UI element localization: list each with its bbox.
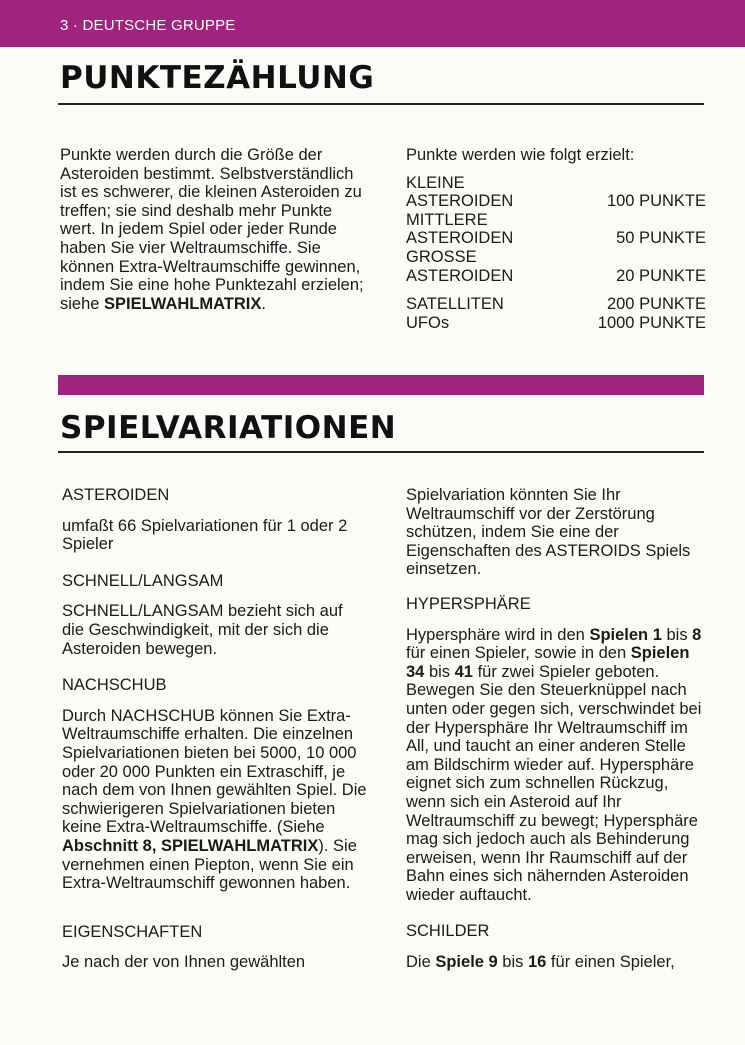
eigenschaften-heading: EIGENSCHAFTEN	[62, 922, 203, 941]
punkte-title: PUNKTEZÄHLUNG	[60, 60, 375, 96]
eigenschaften-continued: Spielvariation könnten Sie Ihr Weltraumschiff vor der Zerstörung schützen, indem Sie eine der Eigenschaften des ASTEROIDS Spiels einsetzen.	[406, 486, 691, 579]
asteroiden-heading: ASTEROIDEN	[62, 486, 170, 504]
schilder-heading: SCHILDER	[406, 922, 490, 941]
score-row: GROSSE ASTEROIDEN 20 PUNKTE	[406, 247, 706, 285]
hyper-heading: HYPERSPHÄRE	[406, 594, 531, 613]
punkte-rule	[58, 103, 704, 105]
nachschub-heading: NACHSCHUB	[62, 676, 167, 695]
score-row: UFOs 1000 PUNKTE	[406, 313, 706, 332]
schnell-heading: SCHNELL/LANGSAM	[62, 571, 224, 590]
spiel-rule	[58, 451, 704, 453]
spiel-title: SPIELVARIATIONEN	[60, 410, 397, 446]
hyper-text: Hypersphäre wird in den Spielen 1 bis 8 für einen Spieler, sowie in den Spielen 34 bis 41 für zwei Spieler geboten. Bewegen Sie den Steuerknüppel nach unten oder gegen sich, verschwindet bei der Hypersphäre Ihr Weltraumschiff im All, und taucht an einer anderen Stelle am Bildschirm wieder auf. Hypersphäre eignet sich zum schnellen Rückzug, wenn sich ein Asteroid auf Ihr Weltraumschiff zu bewegt; Hypersphäre mag sich jedoch auch als Behinderung erweisen, wenn Ihr Raumschiff auf der Bahn eines sich nähernden Asteroiden wieder auftaucht.	[406, 625, 702, 904]
score-intro: Punkte werden wie folgt erzielt:	[406, 146, 635, 164]
spiel-left-column	[62, 486, 367, 972]
spiel-right-column	[406, 486, 704, 972]
eigenschaften-text: Je nach der von Ihnen gewählten	[62, 953, 306, 972]
score-table	[406, 146, 706, 332]
matrix-ref: SPIELWAHLMATRIX	[104, 294, 262, 313]
section-divider-bar	[58, 375, 704, 395]
punkte-left-text: Punkte werden durch die Größe der Asteroiden bestimmt. Selbstverständlich ist es schwerer, die kleinen Asteroiden zu treffen; sie sind deshalb mehr Punkte wert. In jedem Spiel oder jeder Runde haben Sie vier Weltraumschiffe. Sie können Extra-Weltraumschiffe gewinnen, indem Sie eine hohe Punktezahl erzielen; siehe SPIELWAHLMATRIX.	[60, 146, 364, 313]
asteroiden-text: umfaßt 66 Spielvariationen für 1 oder 2 Spieler	[62, 516, 348, 554]
nachschub-text: Durch NACHSCHUB können Sie Extra-Weltraumschiffe erhalten. Die einzelnen Spielvariationen bieten bei 5000, 10 000 oder 20 000 Punkten ein Extraschiff, je nach dem von Ihnen gewählten Spiel. Die schwierigeren Spielvariationen bieten keine Extra-Weltraumschiffe. (Siehe Abschnitt 8, SPIELWAHLMATRIX). Sie vernehmen einen Piepton, wenn Sie ein Extra-Weltraumschiff gewonnen haben.	[62, 706, 367, 893]
score-row: SATELLITEN 200 PUNKTE	[406, 295, 706, 314]
score-row: KLEINE ASTEROIDEN 100 PUNKTE	[406, 173, 706, 211]
schnell-text: SCHNELL/LANGSAM bezieht sich auf die Geschwindigkeit, mit der sich die Asteroiden bewegen.	[62, 602, 343, 658]
score-row: MITTLERE ASTEROIDEN 50 PUNKTE	[406, 210, 706, 248]
header-bar	[0, 0, 745, 47]
section-label: 3 · DEUTSCHE GRUPPE	[60, 17, 236, 34]
schilder-text: Die Spiele 9 bis 16 für einen Spieler,	[406, 953, 675, 972]
